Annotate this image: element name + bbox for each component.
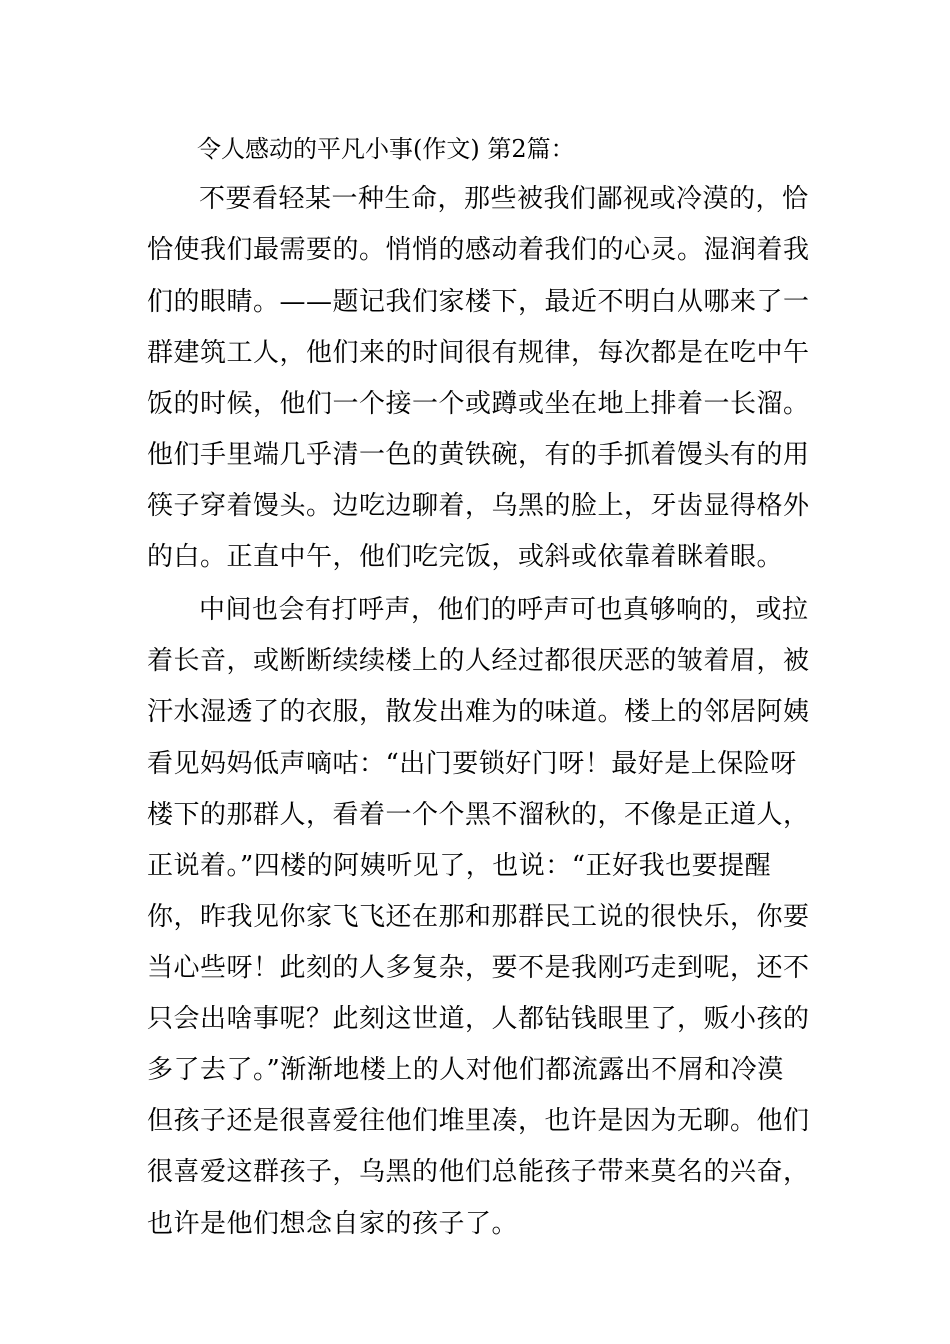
paragraph-1-line-5: 饭的时候，他们一个接一个或蹲或坐在地上排着一长溜。	[147, 389, 810, 419]
paragraph-1-line-4: 群建筑工人，他们来的时间很有规律，每次都是在吃中午	[147, 338, 810, 368]
paragraph-2-line-12: 很喜爱这群孩子，乌黑的他们总能孩子带来莫名的兴奋，	[147, 1157, 810, 1187]
paragraph-2-line-2: 着长音，或断断续续楼上的人经过都很厌恶的皱着眉，被	[147, 646, 810, 676]
article-heading: 令人感动的平凡小事(作文) 第2篇：	[197, 135, 575, 163]
paragraph-1-line-3: 们的眼睛。——题记我们家楼下，最近不明白从哪来了一	[147, 287, 810, 317]
paragraph-2-line-8: 当心些呀！此刻的人多复杂，要不是我刚巧走到呢，还不	[147, 953, 810, 983]
paragraph-1-line-7: 筷子穿着馒头。边吃边聊着，乌黑的脸上，牙齿显得格外	[147, 491, 810, 521]
paragraph-2-line-3: 汗水湿透了的衣服，散发出难为的味道。楼上的邻居阿姨	[147, 697, 810, 727]
paragraph-2-line-5: 楼下的那群人，看着一个个黑不溜秋的，不像是正道人，	[147, 800, 810, 830]
paragraph-1-line-6: 他们手里端几乎清一色的黄铁碗，有的手抓着馒头有的用	[147, 440, 810, 470]
paragraph-1-line-2: 恰使我们最需要的。悄悄的感动着我们的心灵。湿润着我	[147, 235, 810, 265]
paragraph-2-line-10: 多了去了。”渐渐地楼上的人对他们都流露出不屑和冷漠	[147, 1055, 784, 1085]
paragraph-2-line-6: 正说着。”四楼的阿姨听见了，也说：“正好我也要提醒	[147, 851, 772, 881]
paragraph-2-line-11: 但孩子还是很喜爱往他们堆里凑，也许是因为无聊。他们	[147, 1106, 810, 1136]
paragraph-2-line-7: 你，昨我见你家飞飞还在那和那群民工说的很快乐，你要	[147, 902, 810, 932]
paragraph-1-line-8: 的白。正直中午，他们吃完饭，或斜或依靠着眯着眼。	[147, 542, 784, 572]
paragraph-2-line-13: 也许是他们想念自家的孩子了。	[147, 1209, 519, 1239]
paragraph-2-line-1: 中间也会有打呼声，他们的呼声可也真够响的，或拉	[199, 595, 809, 625]
paragraph-2-line-9: 只会出啥事呢？此刻这世道，人都钻钱眼里了，贩小孩的	[147, 1004, 810, 1034]
paragraph-2-line-4: 看见妈妈低声嘀咕：“出门要锁好门呀！最好是上保险呀	[147, 749, 797, 779]
paragraph-1-line-1: 不要看轻某一种生命，那些被我们鄙视或冷漠的，恰	[199, 184, 809, 214]
